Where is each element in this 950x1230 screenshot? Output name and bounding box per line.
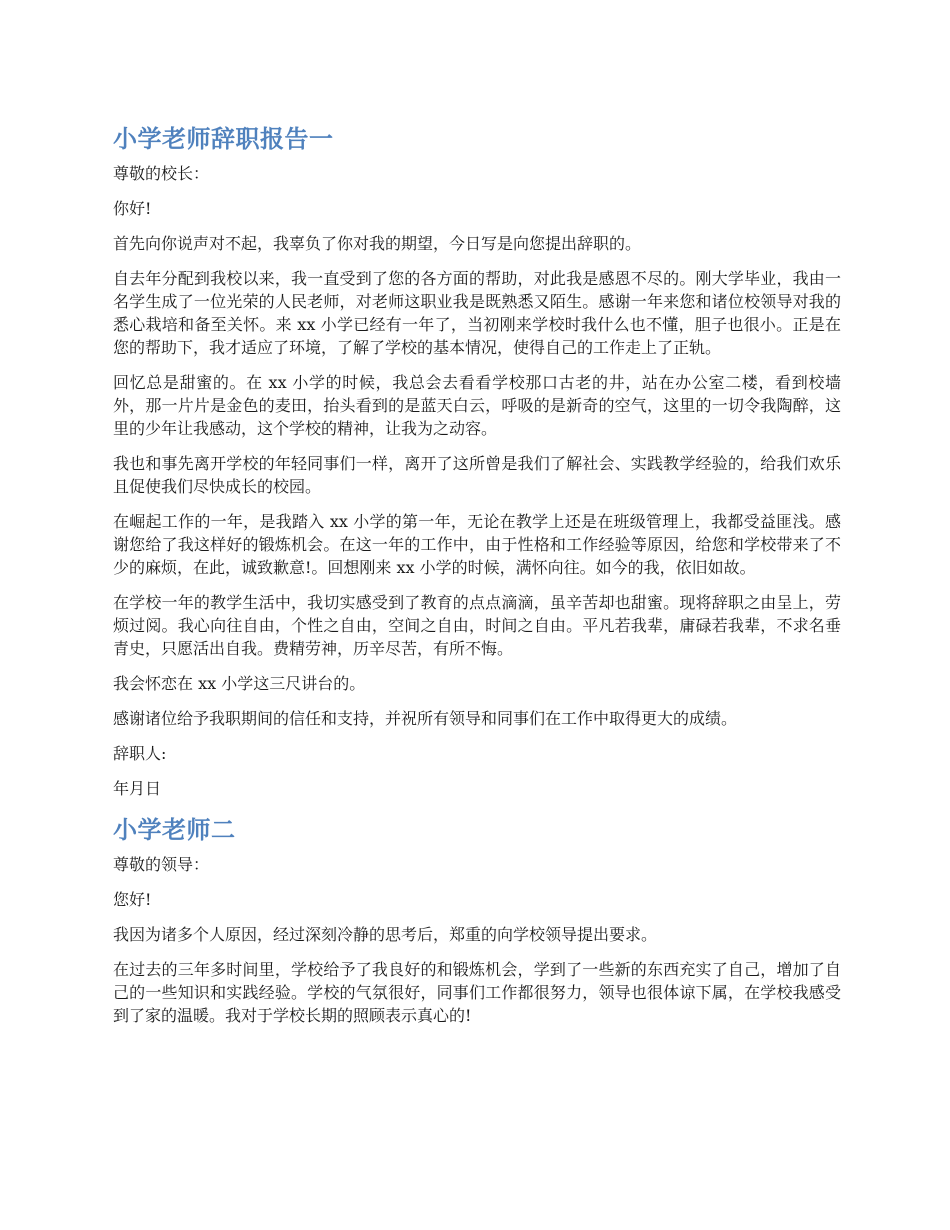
paragraph: 在学校一年的教学生活中，我切实感受到了教育的点点滴滴，虽辛苦却也甜蜜。现将辞职之由呈上，劳烦过阅。我心向往自由，个性之自由，空间之自由，时间之自由。平凡若我辈，庸碌若我辈，不求名垂青史，只愿活出自我。费精劳神，历辛尽苦，有所不悔。 [113, 593, 841, 658]
paragraph: 首先向你说声对不起，我辜负了你对我的期望，今日写是向您提出辞职的。 [113, 234, 642, 253]
section-2-title: 小学老师二 [113, 816, 236, 844]
date-line: 年月日 [113, 779, 162, 798]
paragraph: 回忆总是甜蜜的。在 xx 小学的时候，我总会去看看学校那口古老的井，站在办公室二楼，看到校墙外，那一片片是金色的麦田，抬头看到的是蓝天白云，呼吸的是新奇的空气，这里的一切令我陶醉，这里的少年让我感动，这个学校的精神，让我为之动容。 [113, 373, 841, 438]
greeting: 你好! [113, 199, 152, 218]
paragraph: 在过去的三年多时间里，学校给予了我良好的和锻炼机会，学到了一些新的东西充实了自己，增加了自己的一些知识和实践经验。学校的气氛很好，同事们工作都很努力，领导也很体谅下属，在学校我感受到了家的温暖。我对于学校长期的照顾表示真心的! [113, 960, 841, 1025]
paragraph: 自去年分配到我校以来，我一直受到了您的各方面的帮助，对此我是感恩不尽的。刚大学毕业，我由一名学生成了一位光荣的人民老师，对老师这职业我是既熟悉又陌生。感谢一年来您和诸位校领导对我的悉心栽培和备至关怀。来 xx 小学已经有一年了，当初刚来学校时我什么也不懂，胆子也很小。正是在您的帮助下，我才适应了环境，了解了学校的基本情况，使得自己的工作走上了正轨。 [113, 269, 841, 357]
document-page [113, 121, 841, 1039]
section-1-title: 小学老师辞职报告一 [113, 125, 334, 153]
paragraph: 感谢诸位给予我职期间的信任和支持，并祝所有领导和同事们在工作中取得更大的成绩。 [113, 709, 738, 728]
salutation: 尊敬的校长： [113, 164, 210, 183]
section-1 [113, 121, 841, 800]
paragraph: 我因为诸多个人原因，经过深刻冷静的思考后，郑重的向学校领导提出要求。 [113, 925, 658, 944]
signature-label: 辞职人: [113, 744, 167, 763]
greeting: 您好! [113, 890, 152, 909]
paragraph: 我会怀恋在 xx 小学这三尺讲台的。 [113, 674, 366, 693]
salutation: 尊敬的领导： [113, 855, 210, 874]
paragraph: 我也和事先离开学校的年轻同事们一样，离开了这所曾是我们了解社会、实践教学经验的，给我们欢乐且促使我们尽快成长的校园。 [113, 454, 841, 496]
section-2 [113, 812, 841, 1027]
paragraph: 在崛起工作的一年，是我踏入 xx 小学的第一年，无论在教学上还是在班级管理上，我都受益匪浅。感谢您给了我这样好的锻炼机会。在这一年的工作中，由于性格和工作经验等原因，给您和学校带来了不少的麻烦，在此，诚致歉意!。回想刚来 xx 小学的时候，满怀向往。如今的我，依旧如故。 [113, 512, 841, 577]
